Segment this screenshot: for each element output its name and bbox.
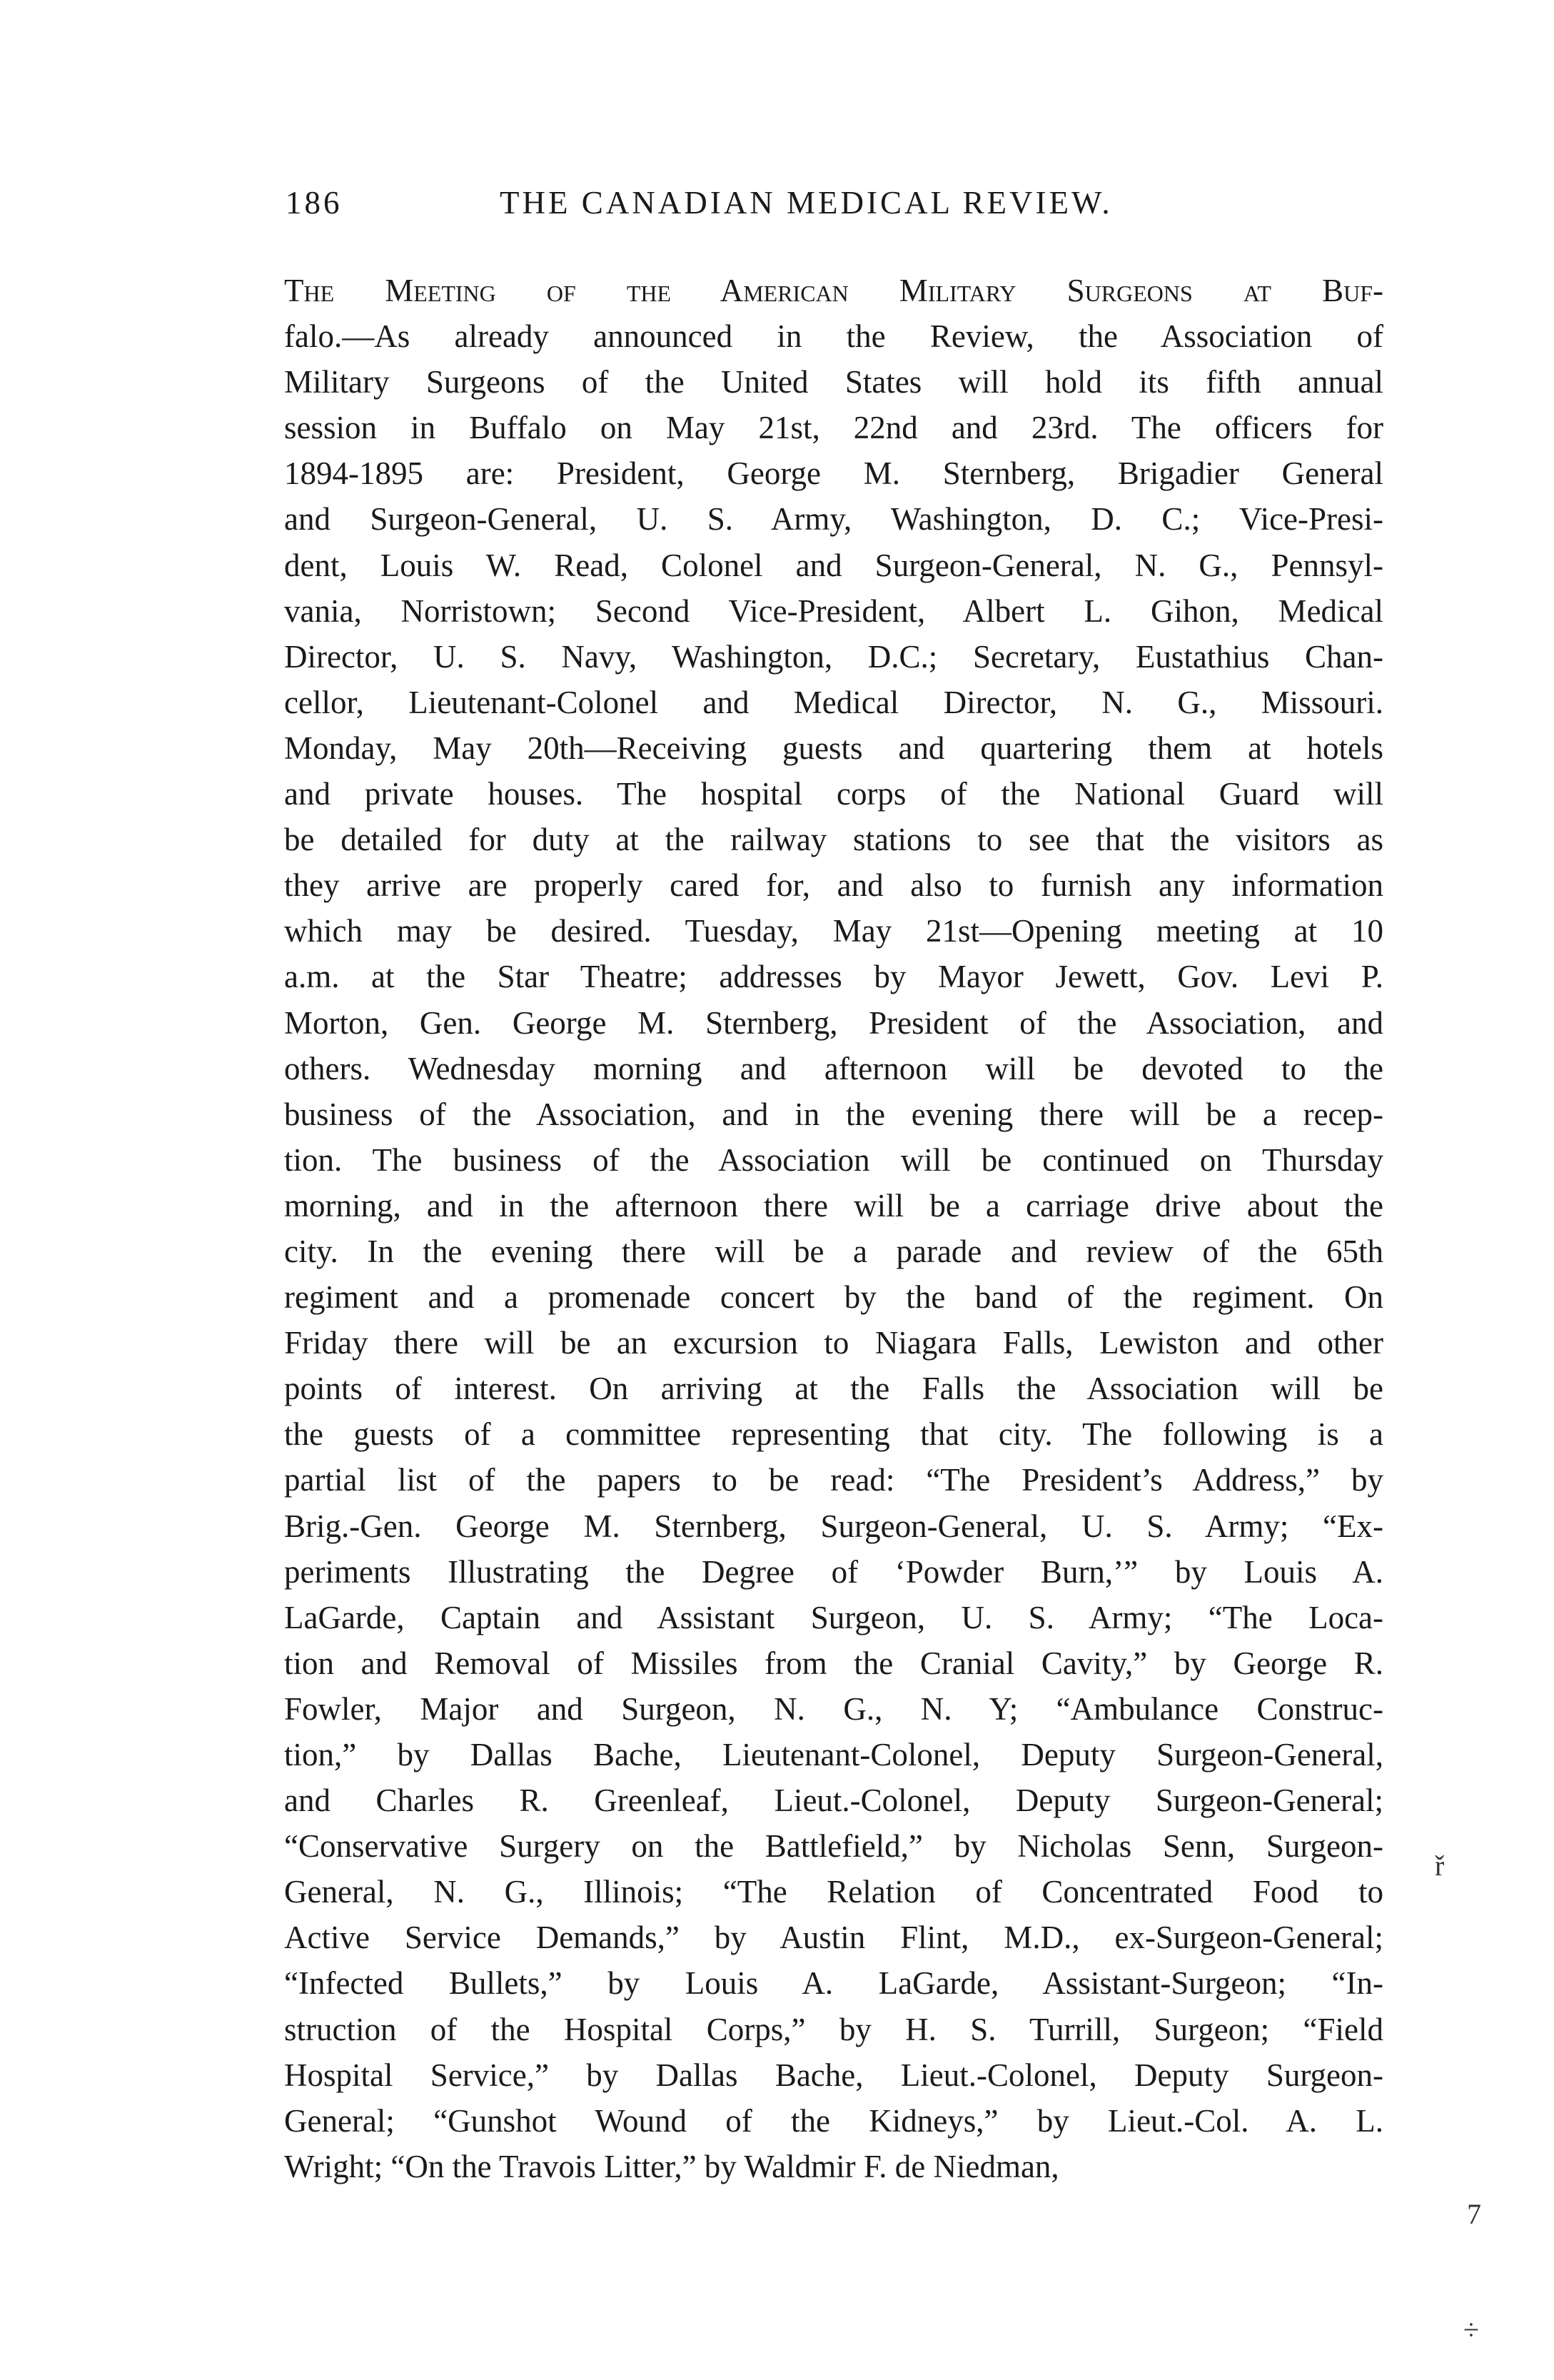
text-line-7: vania, Norristown; Second Vice-President, Albert L. Gihon, Medical bbox=[284, 593, 1383, 629]
text-line-20: morning, and in the afternoon there will be a carriage drive about the bbox=[284, 1187, 1383, 1224]
text-line-3: session in Buffalo on May 21st, 22nd and 23rd. The officers for bbox=[284, 410, 1383, 446]
text-line-13: they arrive are properly cared for, and also to furnish any information bbox=[284, 867, 1383, 904]
text-line-24: points of interest. On arriving at the Falls the Association will be bbox=[284, 1371, 1383, 1407]
text-line-26: partial list of the papers to be read: “The President’s Address,” by bbox=[284, 1462, 1383, 1498]
text-line-22: regiment and a promenade concert by the band of the regiment. On bbox=[284, 1279, 1383, 1316]
text-line-11: and private houses. The hospital corps of the National Guard will bbox=[284, 776, 1383, 812]
page-header bbox=[286, 184, 1399, 241]
running-title: THE CANADIAN MEDICAL REVIEW. bbox=[500, 185, 1113, 221]
text-line-16: Morton, Gen. George M. Sternberg, President of the Association, and bbox=[284, 1004, 1383, 1041]
margin-mark-2: 7 bbox=[1467, 2198, 1481, 2230]
margin-mark-1: ř bbox=[1435, 1850, 1445, 1882]
text-line-35: General, N. G., Illinois; “The Relation of Concentrated Food to bbox=[284, 1874, 1383, 1910]
text-line-41: Wright; “On the Travois Litter,” by Waldmir F. de Niedman, bbox=[284, 2148, 1059, 2184]
text-line-32: tion,” by Dallas Bache, Lieutenant-Colonel, Deputy Surgeon-General, bbox=[284, 1737, 1383, 1773]
text-line-34: “Conservative Surgery on the Battlefield,” by Nicholas Senn, Surgeon- bbox=[284, 1828, 1383, 1865]
text-line-6: dent, Louis W. Read, Colonel and Surgeon-General, N. G., Pennsyl- bbox=[284, 547, 1383, 583]
text-line-25: the guests of a committee representing that city. The following is a bbox=[284, 1416, 1383, 1453]
text-line-37: “Infected Bullets,” by Louis A. LaGarde, Assistant-Surgeon; “In- bbox=[284, 1965, 1383, 2002]
text-line-21: city. In the evening there will be a parade and review of the 65th bbox=[284, 1233, 1383, 1269]
text-line-33: and Charles R. Greenleaf, Lieut.-Colonel, Deputy Surgeon-General; bbox=[284, 1783, 1383, 1819]
margin-mark-3: ÷ bbox=[1463, 2314, 1479, 2346]
text-line-39: Hospital Service,” by Dallas Bache, Lieut.-Colonel, Deputy Surgeon- bbox=[284, 2057, 1383, 2093]
text-line-38: struction of the Hospital Corps,” by H. S. Turrill, Surgeon; “Field bbox=[284, 2011, 1383, 2047]
text-line-28: periments Illustrating the Degree of ‘Powder Burn,’” by Louis A. bbox=[284, 1553, 1383, 1590]
text-line-30: tion and Removal of Missiles from the Cranial Cavity,” by George R. bbox=[284, 1645, 1383, 1681]
text-line-9: cellor, Lieutenant-Colonel and Medical Director, N. G., Missouri. bbox=[284, 684, 1383, 720]
text-line-17: others. Wednesday morning and afternoon will be devoted to the bbox=[284, 1050, 1383, 1086]
text-line-18: business of the Association, and in the evening there will be a recep- bbox=[284, 1096, 1383, 1132]
text-line-4: 1894-1895 are: President, George M. Sternberg, Brigadier General bbox=[284, 455, 1383, 492]
text-line-1: falo.—As already announced in the Review, the Association of bbox=[284, 318, 1383, 355]
text-line-36: Active Service Demands,” by Austin Flint, M.D., ex-Surgeon-General; bbox=[284, 1920, 1383, 1956]
text-line-27: Brig.-Gen. George M. Sternberg, Surgeon-General, U. S. Army; “Ex- bbox=[284, 1508, 1383, 1544]
text-line-31: Fowler, Major and Surgeon, N. G., N. Y; “Ambulance Construc- bbox=[284, 1690, 1383, 1727]
article-heading-line: The Meeting of the American Military Surgeons at Buf- bbox=[284, 273, 1383, 308]
text-line-19: tion. The business of the Association will be continued on Thursday bbox=[284, 1141, 1383, 1178]
text-line-12: be detailed for duty at the railway stations to see that the visitors as bbox=[284, 822, 1383, 858]
text-line-40: General; “Gunshot Wound of the Kidneys,” by Lieut.-Col. A. L. bbox=[284, 2102, 1383, 2139]
text-line-8: Director, U. S. Navy, Washington, D.C.; Secretary, Eustathius Chan- bbox=[284, 638, 1383, 675]
article-body bbox=[284, 268, 1383, 2189]
text-line-5: and Surgeon-General, U. S. Army, Washington, D. C.; Vice-Presi- bbox=[284, 501, 1383, 538]
text-line-14: which may be desired. Tuesday, May 21st—Opening meeting at 10 bbox=[284, 913, 1383, 949]
text-line-15: a.m. at the Star Theatre; addresses by Mayor Jewett, Gov. Levi P. bbox=[284, 959, 1383, 995]
text-line-23: Friday there will be an excursion to Niagara Falls, Lewiston and other bbox=[284, 1325, 1383, 1361]
page-number: 186 bbox=[286, 185, 343, 221]
text-line-2: Military Surgeons of the United States will hold its fifth annual bbox=[284, 364, 1383, 400]
text-line-29: LaGarde, Captain and Assistant Surgeon, U. S. Army; “The Loca- bbox=[284, 1599, 1383, 1635]
text-line-10: Monday, May 20th—Receiving guests and quartering them at hotels bbox=[284, 730, 1383, 766]
